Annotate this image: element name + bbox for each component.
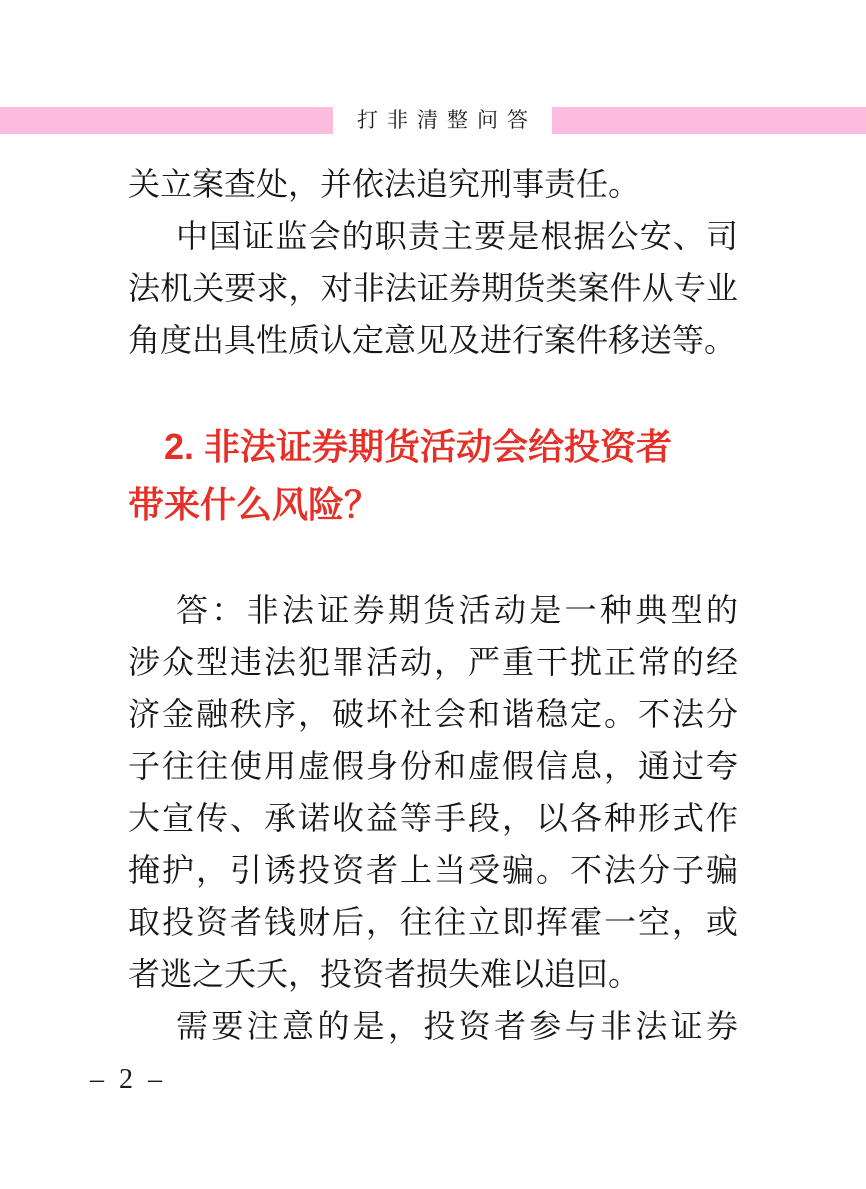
- page-content: [128, 158, 738, 1052]
- body-line: 取投资者钱财后，往往立即挥霍一空，或: [128, 904, 738, 940]
- body-line: 掩护，引诱投资者上当受骗。不法分子骗: [128, 852, 738, 888]
- body-line: 关立案查处，并依法追究刑事责任。: [128, 166, 641, 202]
- header-bar-left: [0, 107, 333, 134]
- body-line: 涉众型违法犯罪活动，严重干扰正常的经: [128, 644, 738, 680]
- body-line: 法机关要求，对非法证券期货类案件从专业: [128, 270, 738, 306]
- page-number: – 2 –: [90, 1064, 162, 1095]
- body-line: 需要注意的是，投资者参与非法证券: [176, 1008, 738, 1044]
- running-head: [0, 107, 866, 134]
- paragraph-continuation: [128, 158, 738, 366]
- body-line: 大宣传、承诺收益等手段，以各种形式作: [128, 800, 738, 836]
- body-line: 中国证监会的职责主要是根据公安、司: [176, 218, 738, 254]
- body-line: 济金融秩序，破坏社会和谐稳定。不法分: [128, 696, 738, 732]
- body-line: 答：非法证券期货活动是一种典型的: [176, 592, 738, 628]
- answer-paragraph: [128, 584, 738, 1000]
- body-line: 子往往使用虚假身份和虚假信息，通过夸: [128, 748, 738, 784]
- body-line: 者逃之夭夭，投资者损失难以追回。: [128, 956, 641, 992]
- question-heading: [128, 418, 738, 534]
- question-heading-line: 带来什么风险？: [128, 484, 381, 525]
- header-title-box: [333, 107, 552, 134]
- body-line: 角度出具性质认定意见及进行案件移送等。: [128, 322, 737, 358]
- question-heading-line: 2. 非法证券期货活动会给投资者: [164, 426, 673, 467]
- header-bar-right: [552, 107, 866, 134]
- page-title: 打非清整问答: [357, 108, 537, 132]
- note-paragraph: [128, 1000, 738, 1052]
